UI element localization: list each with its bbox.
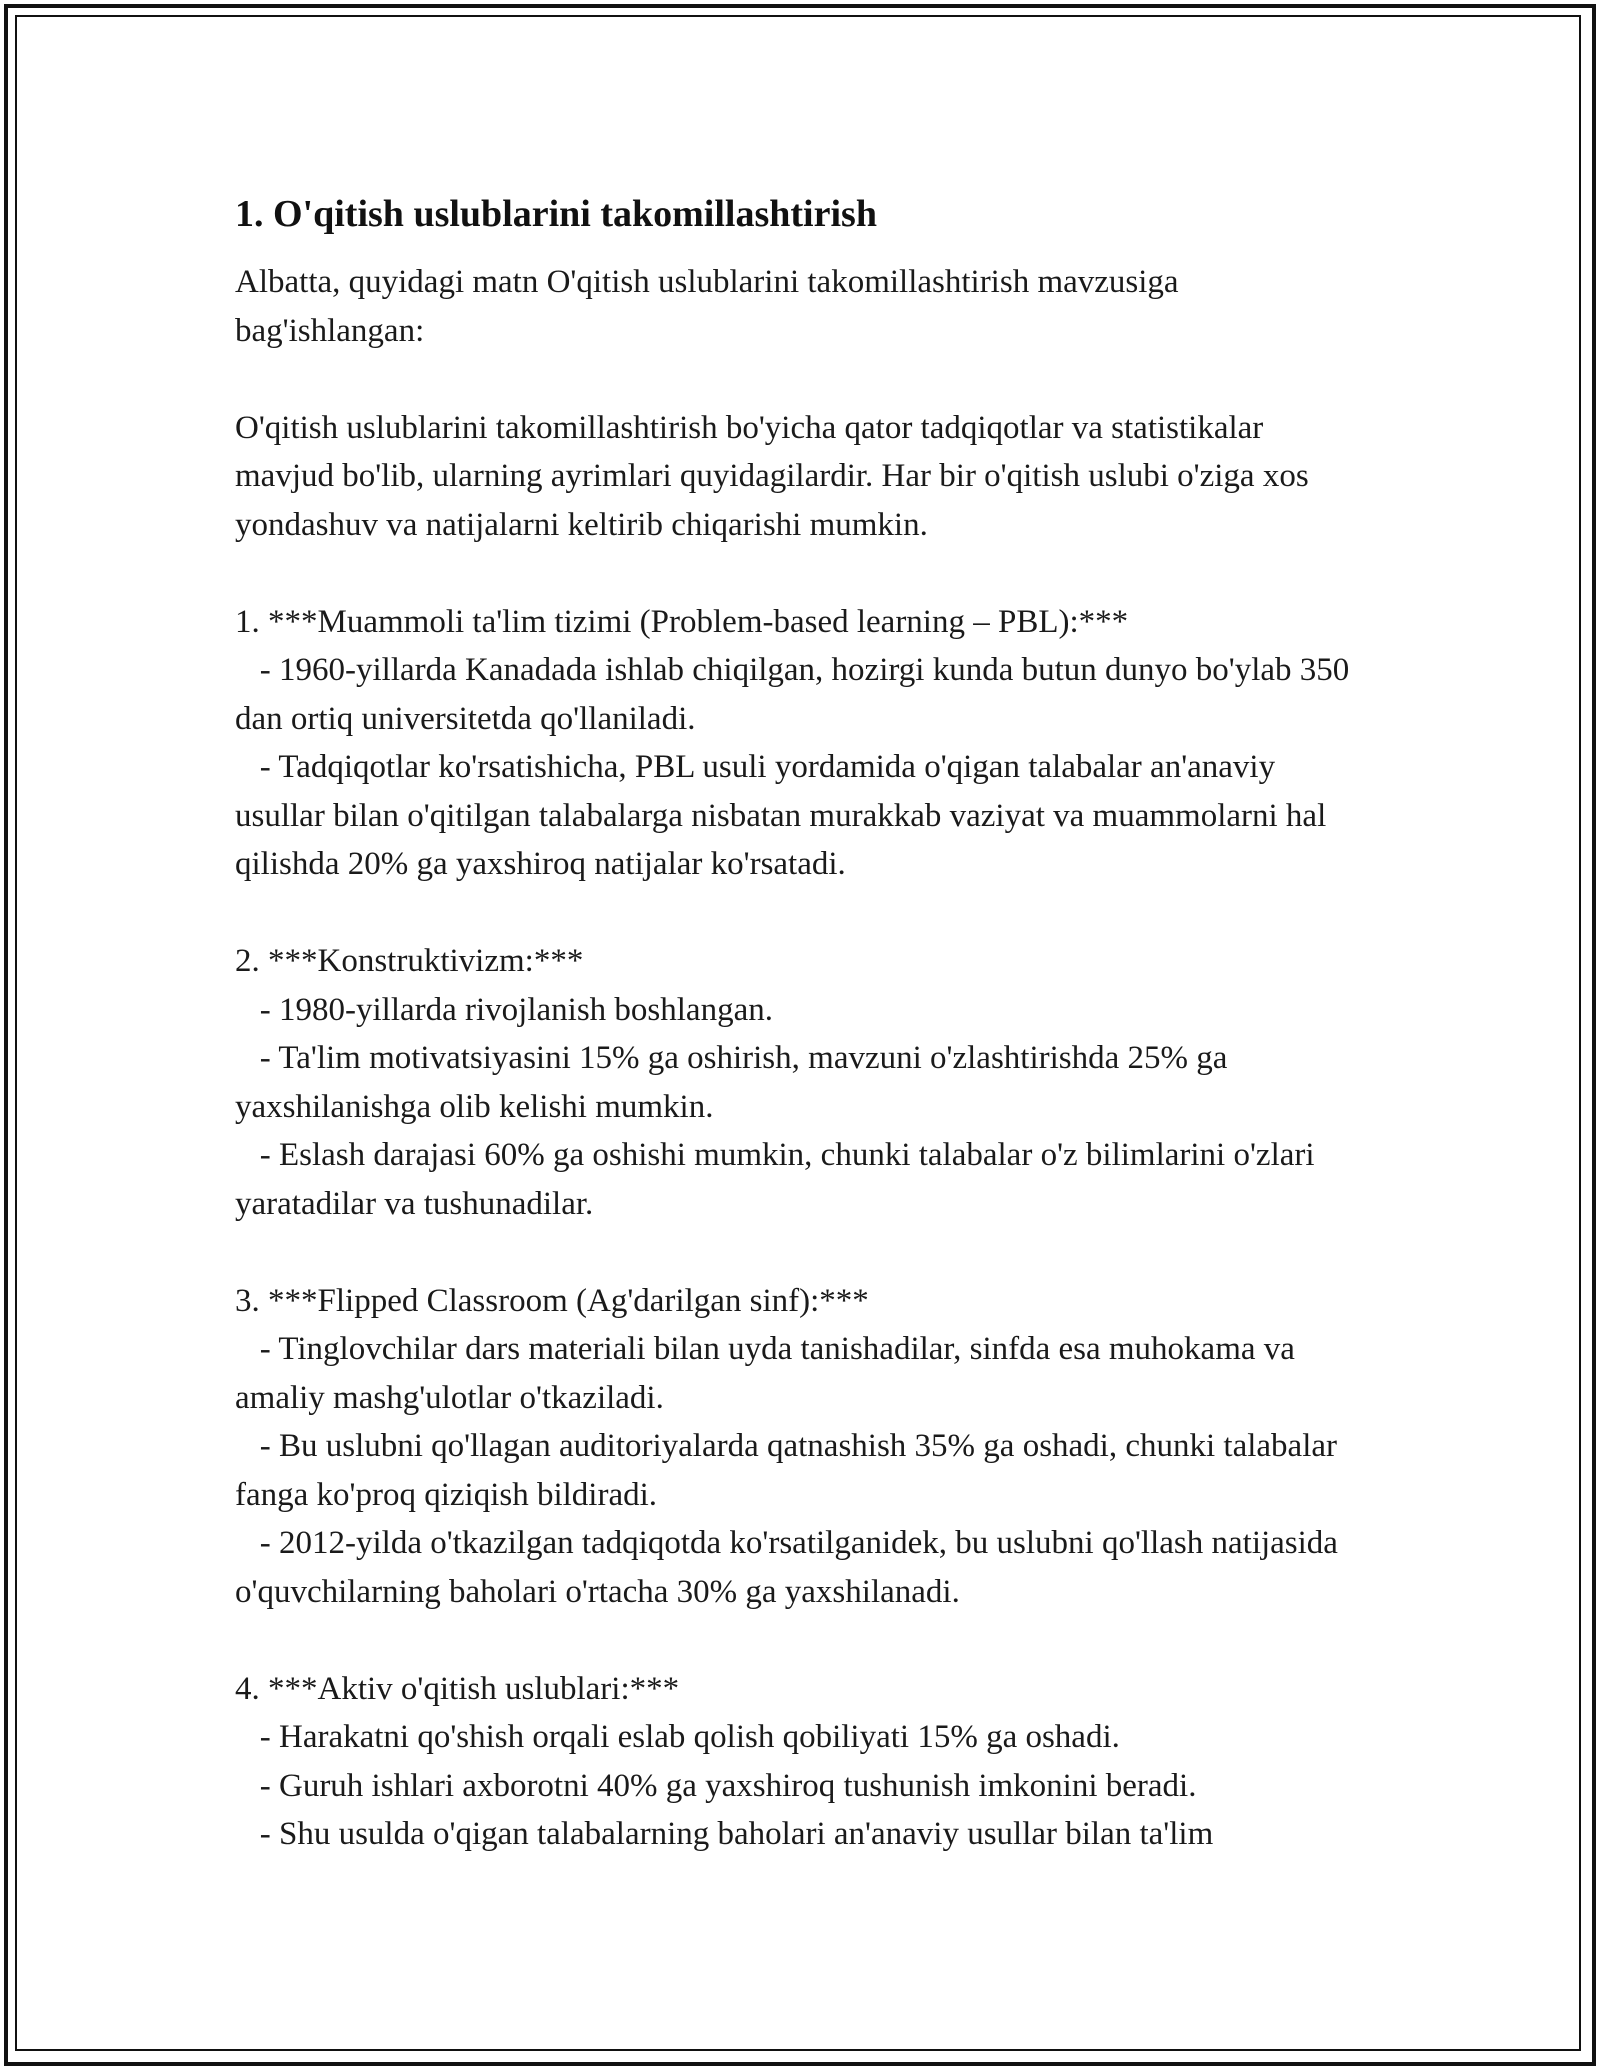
blank-line <box>235 1616 1370 1665</box>
blank-line <box>235 355 1370 404</box>
document-body <box>235 190 1370 1859</box>
section-constructivism <box>235 937 1370 1228</box>
section-heading: 3. ***Flipped Classroom (Ag'darilgan sinf):*** <box>235 1282 869 1319</box>
list-item: - Harakatni qo'shish orqali eslab qolish qobiliyati 15% ga oshadi. <box>235 1719 1120 1755</box>
list-item: - Eslash darajasi 60% ga oshishi mumkin, chunki talabalar o'z bilimlarini o'zlari yaratadilar va tushunadilar. <box>235 1137 1323 1222</box>
section-heading: 2. ***Konstruktivizm:*** <box>235 943 584 979</box>
list-item: - 1960-yillarda Kanadada ishlab chiqilgan, hozirgi kunda butun dunyo bo'ylab 350 dan ortiq universitetda qo'llaniladi. <box>235 652 1358 737</box>
section-heading: 1. ***Muammoli ta'lim tizimi (Problem-based learning – PBL):*** <box>235 603 1129 640</box>
list-item: - Tinglovchilar dars materiali bilan uyda tanishadilar, sinfda esa muhokama va amaliy mashg'ulotlar o'tkaziladi. <box>235 1331 1304 1416</box>
list-item: - Shu usulda o'qigan talabalarning baholari an'anaviy usullar bilan ta'lim <box>235 1816 1214 1852</box>
section-active-learning <box>235 1665 1370 1859</box>
list-item: - Guruh ishlari axborotni 40% ga yaxshiroq tushunish imkonini beradi. <box>235 1767 1197 1804</box>
list-item: - Ta'lim motivatsiyasini 15% ga oshirish, mavzuni o'zlashtirishda 25% ga yaxshilanishga olib kelishi mumkin. <box>235 1040 1236 1125</box>
list-item: - 2012-yilda o'tkazilgan tadqiqotda ko'rsatilganidek, bu uslubni qo'llash natijasida o'quvchilarning baholari o'rtacha 30% ga yaxshilanadi. <box>235 1525 1347 1610</box>
blank-line <box>235 889 1370 938</box>
list-item: - Bu uslubni qo'llagan auditoriyalarda qatnashish 35% ga oshadi, chunki talabalar fanga ko'proq qiziqish bildiradi. <box>235 1428 1346 1513</box>
list-item: - Tadqiqotlar ko'rsatishicha, PBL usuli yordamida o'qigan talabalar an'anaviy usullar bilan o'qitilgan talabalarga nisbatan murakkab vaziyat va muammolarni hal qilishda 20% ga yaxshiroq natijalar ko'rsatadi. <box>235 749 1335 882</box>
blank-line <box>235 1228 1370 1277</box>
blank-line <box>235 549 1370 598</box>
intro-paragraph: Albatta, quyidagi matn O'qitish uslublarini takomillashtirish mavzusiga bag'ishlangan: <box>235 264 1187 349</box>
section-pbl <box>235 598 1370 889</box>
section-flipped-classroom <box>235 1277 1370 1617</box>
document-title: 1. O'qitish uslublarini takomillashtirish <box>235 193 877 235</box>
list-item: - 1980-yillarda rivojlanish boshlangan. <box>235 991 773 1028</box>
section-heading: 4. ***Aktiv o'qitish uslublari:*** <box>235 1670 680 1707</box>
lead-paragraph: O'qitish uslublarini takomillashtirish bo'yicha qator tadqiqotlar va statistikalar mavjud bo'lib, ularning ayrimlari quyidagilardir. Har bir o'qitish uslubi o'ziga xos yondashuv va natijalarni keltirib chiqarishi mumkin. <box>235 409 1317 543</box>
